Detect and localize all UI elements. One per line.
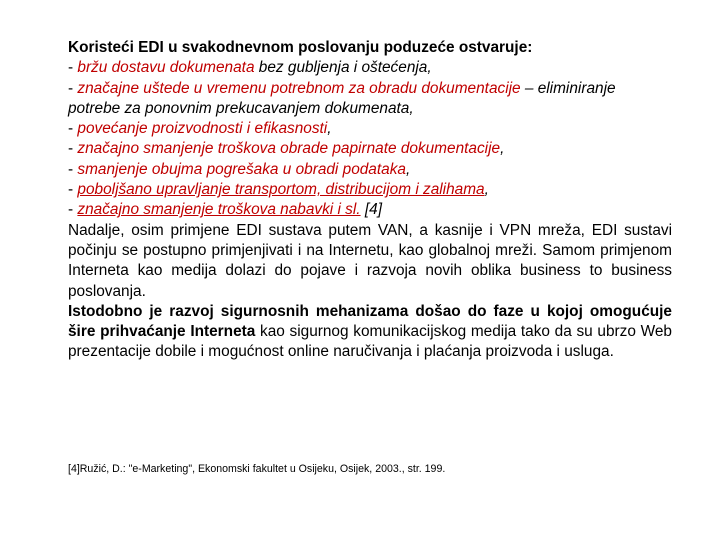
bullet-dash: - [68,181,78,199]
bullet-rest: , [500,140,505,158]
slide-content [68,38,672,363]
bullet-rest: bez gubljenja i oštećenja, [254,59,432,77]
bullet-highlight: smanjenje obujma pogrešaka u obradi podataka [77,160,406,178]
paragraph-1: Nadalje, osim primjene EDI sustava putem VAN, a kasnije i VPN mreža, EDI sustavi počinju se postupno primjenjivati i na Internetu, kao globalnoj mreži. Samom primjenom Interneta kao medija dolazi do pojave i razvoja novih oblika business to business poslovanja. [68,221,672,300]
bullet-dash: - [68,160,78,178]
bullet-highlight: značajno smanjenje troškova obrade papirnate dokumentacije [77,140,501,158]
bullet-item [68,119,672,139]
bullet-dash: - [68,201,78,219]
bullet-highlight: značajno smanjenje troškova nabavki i sl. [77,201,361,219]
bullet-rest: , [327,120,332,138]
bullet-item [68,180,672,200]
bullet-item [68,160,672,180]
bullet-highlight: poboljšano upravljanje transportom, distribucijom i zalihama [77,181,485,199]
bullet-rest: – eliminiranje potrebe za ponovnim prekucavanjem dokumenata, [68,79,616,117]
bullet-item [68,58,672,78]
bullet-rest: , [484,181,489,199]
bullet-item [68,139,672,159]
bullet-item [68,200,672,220]
bullet-rest: [4] [360,201,382,219]
bullet-dash: - [68,59,78,77]
bullet-dash: - [68,140,78,158]
bullet-highlight: značajne uštede u vremenu potrebnom za obradu dokumentacije [77,79,521,97]
bullet-highlight: bržu dostavu dokumenata [77,59,255,77]
bullet-item [68,79,672,120]
bullet-rest: , [405,160,411,178]
heading: Koristeći EDI u svakodnevnom poslovanju poduzeće ostvaruje: [68,39,533,56]
footnote: [4]Ružić, D.: "e-Marketing", Ekonomski fakultet u Osijeku, Osijek, 2003., str. 199. [68,463,446,475]
paragraph-2 [68,302,672,363]
paragraph-2-bold: Istodobno je razvoj sigurnosnih mehanizama došao do faze u kojoj omogućuje šire prihvaćanje Interneta [68,302,672,341]
bullet-dash: - [68,79,78,97]
paragraph-2-rest: kao sigurnog komunikacijskog medija tako da su ubrzo Web prezentacije dobile i mogućnost online naručivanja i plaćanja proizvoda i usluga. [68,323,672,361]
bullet-highlight: povećanje proizvodnosti i efikasnosti [77,120,328,138]
bullet-dash: - [68,120,78,138]
